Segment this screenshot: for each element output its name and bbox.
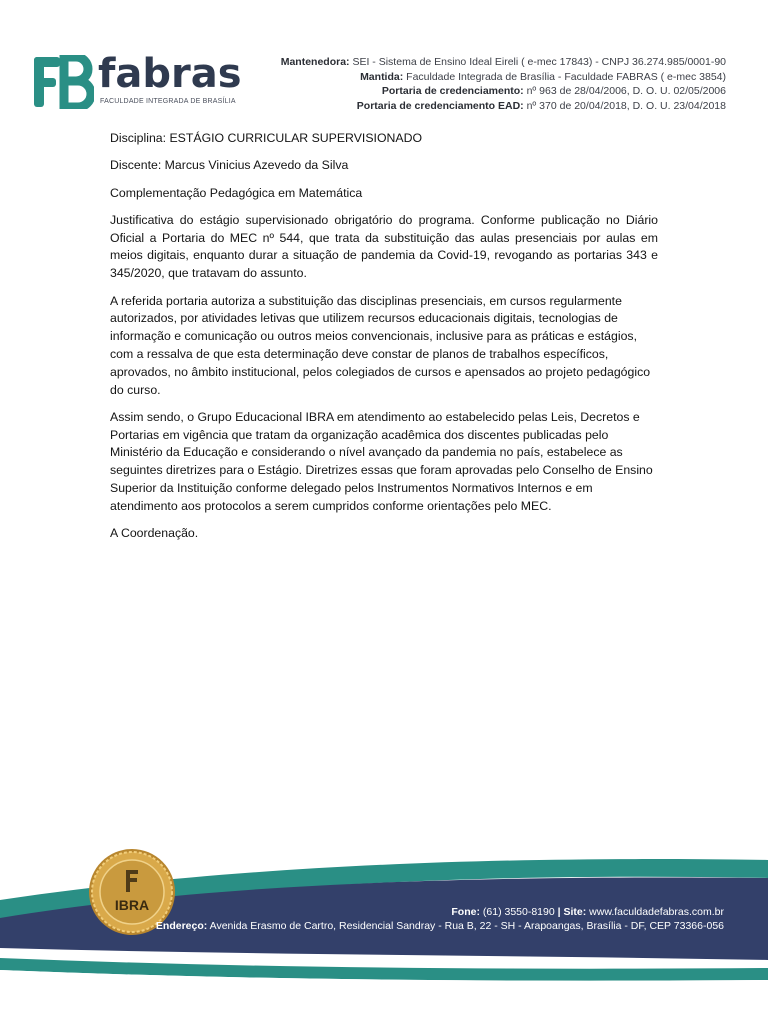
portaria-value: nº 963 de 28/04/2006, D. O. U. 02/05/2006 (526, 85, 726, 97)
logo-subtitle: FACULDADE INTEGRADA DE BRASÍLIA (100, 98, 236, 105)
site-label: Site: (563, 906, 587, 918)
header-institution-info (256, 55, 726, 113)
address-label: Endereço: (155, 920, 208, 932)
paragraph-diretrizes: Assim sendo, o Grupo Educacional IBRA em atendimento ao estabelecido pelas Leis, Decretos e Portarias em vigência que tratam da organização acadêmica dos discentes publicadas pelo Ministério da Educação e considerando o nível avançado da pandemia no país, estabelece as seguintes diretrizes para o Estágio. Diretrizes essas que foram aprovadas pelo Conselho de Ensino Superior da Instituição conforme delegado pelos Instrumentos Normativos Internos e em atendimento aos protocolos a serem cumpridos conforme orientações pelo MEC. (110, 409, 653, 513)
disciplina-line: Disciplina: ESTÁGIO CURRICULAR SUPERVISIONADO (110, 131, 423, 145)
mantida-label: Mantida: (360, 70, 404, 83)
portaria-ead-value: nº 370 de 20/04/2018, D. O. U. 23/04/2018 (526, 99, 726, 112)
footer-contact-info (156, 905, 724, 933)
mantida-line (256, 70, 726, 85)
phone-label: Fone: (451, 906, 480, 918)
portaria-line (256, 84, 726, 99)
address-value: Avenida Erasmo de Cartro, Residencial Sandray - Rua B, 22 - SH - Arapoangas, Brasília - DF, CEP 73366-056 (209, 920, 724, 932)
seal-text: IBRA (114, 897, 150, 913)
portaria-label: Portaria de credenciamento: (381, 85, 524, 97)
phone-value: (61) 3550-8190 (482, 906, 555, 918)
logo-wordmark: fabras (98, 51, 242, 97)
site-value: www.faculdadefabras.com.br (589, 906, 724, 918)
footer-address-line (156, 919, 724, 933)
mantida-value: Faculdade Integrada de Brasília - Faculdade FABRAS ( e-mec 3854) (406, 70, 726, 83)
footer-phone-site-line: Fone: (61) 3550-8190 | Site: www.faculdadefabras.com.br (451, 906, 724, 918)
portaria-ead-line (256, 99, 726, 114)
mantenedora-label: Mantenedora: (280, 56, 350, 68)
mantenedora-line (256, 55, 726, 70)
paragraph-portaria: A referida portaria autoriza a substituição das disciplinas presenciais, em cursos regularmente autorizados, por atividades letivas que utilizem recursos educacionais digitais, tecnologias de informação e comunicação ou outros meios convencionais, inclusive para as práticas e estágios, com a ressalva de que esta determinação deve constar de planos de trabalhos específicos, aprovados, no âmbito institucional, pelos colegiados de cursos e apensados ao projeto pedagógico do curso. (110, 293, 651, 397)
mantenedora-value: SEI - Sistema de Ensino Ideal Eireli ( e-mec 17843) - CNPJ 36.274.985/0001-90 (352, 56, 726, 68)
portaria-ead-label: Portaria de credenciamento EAD: (356, 99, 524, 112)
paragraph-justificativa: Justificativa do estágio supervisionado obrigatório do programa. Conforme publicação no Diário Oficial a Portaria do MEC nº 544, que trata da substituição das aulas presenciais por aulas em meios digitais, enquanto durar a situação de pandemia da Covid-19, revogando as portarias 343 e 345/2020, que tratavam do assunto. (110, 212, 658, 281)
fabras-logo (34, 51, 242, 111)
curso-line: Complementação Pedagógica em Matemática (110, 185, 363, 200)
document-body (110, 130, 658, 552)
discente-line: Discente: Marcus Vinicius Azevedo da Silva (110, 158, 349, 173)
signature-line: A Coordenação. (110, 526, 199, 541)
fb-logo-mark-icon (34, 55, 94, 109)
